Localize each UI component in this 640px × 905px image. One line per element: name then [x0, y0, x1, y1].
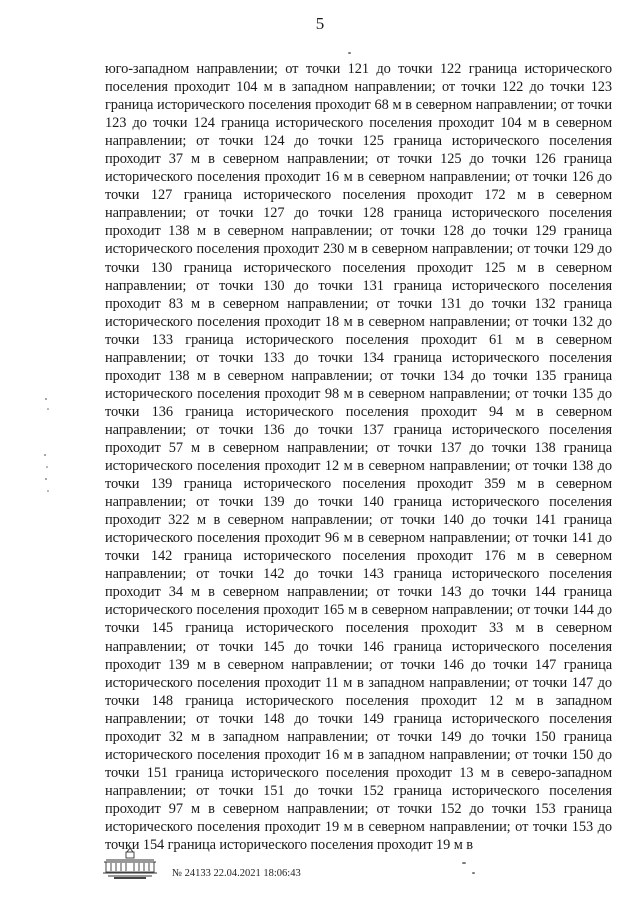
document-body-text: юго-западном направлении; от точки 121 до точки 122 граница исторического поселения проходит 104 м в западном направлении; от точки 122 до точки 123 граница исторического поселения проходит 68 м в северном направлении; от точки 123 до точки 124 граница исторического поселения проходит 104 м в северном направлении; от точки 124 до точки 125 граница исторического поселения проходит 37 м в северном направлении; от точки 125 до точки 126 граница исторического поселения проходит 16 м в северном направлении; от точки 126 до точки 127 граница исторического поселения проходит 172 м в северном направлении; от точки 127 до точки 128 граница исторического поселения проходит 138 м в северном направлении; от точки 128 до точки 129 граница исторического поселения проходит 230 м в северном направлении; от точки 129 до точки 130 граница исторического поселения проходит 125 м в северном направлении; от точки 130 до точки 131 граница исторического поселения проходит 83 м в северном направлении; от точки 131 до точки 132 граница исторического поселения проходит 18 м в северном направлении; от точки 132 до точки 133 граница исторического поселения проходит 61 м в северном направлении; от точки 133 до точки 134 граница исторического поселения проходит 138 м в северном направлении; от точки 134 до точки 135 граница исторического поселения проходит 98 м в северном направлении; от точки 135 до точки 136 граница исторического поселения проходит 94 м в северном направлении; от точки 136 до точки 137 граница исторического поселения проходит 57 м в северном направлении; от точки 137 до точки 138 граница исторического поселения проходит 12 м в северном направлении; от точки 138 до точки 139 граница исторического поселения проходит 359 м в северном направлении; от точки 139 до точки 140 граница исторического поселения проходит 322 м в северном направлении; от точки 140 до точки 141 граница исторического поселения проходит 96 м в северном направлении; от точки 141 до точки 142 граница исторического поселения проходит 176 м в северном направлении; от точки 142 до точки 143 граница исторического поселения проходит 34 м в северном направлении; от точки 143 до точки 144 граница исторического поселения проходит 165 м в северном направлении; от точки 144 до точки 145 граница исторического поселения проходит 33 м в северном направлении; от точки 145 до точки 146 граница исторического поселения проходит 139 м в северном направлении; от точки 146 до точки 147 граница исторического поселения проходит 11 м в западном направлении; от точки 147 до точки 148 граница исторического поселения проходит 12 м в западном направлении; от точки 148 до точки 149 граница исторического поселения проходит 32 м в западном направлении; от точки 149 до точки 150 граница исторического поселения проходит 16 м в западном направлении; от точки 150 до точки 151 граница исторического поселения проходит 13 м в северо-западном направлении; от точки 151 до точки 152 граница исторического поселения проходит 97 м в северном направлении; от точки 152 до точки 153 граница исторического поселения проходит 19 м в северном направлении; от точки 153 до точки 154 граница исторического поселения проходит 19 м в	[105, 61, 612, 854]
document-registration-id: № 24133 22.04.2021 18:06:43	[172, 868, 301, 879]
left-margin-marks	[40, 395, 56, 505]
building-stamp-icon	[100, 846, 160, 882]
scan-speck-top	[348, 52, 351, 54]
page-number: 5	[315, 14, 325, 33]
footer	[100, 846, 520, 886]
